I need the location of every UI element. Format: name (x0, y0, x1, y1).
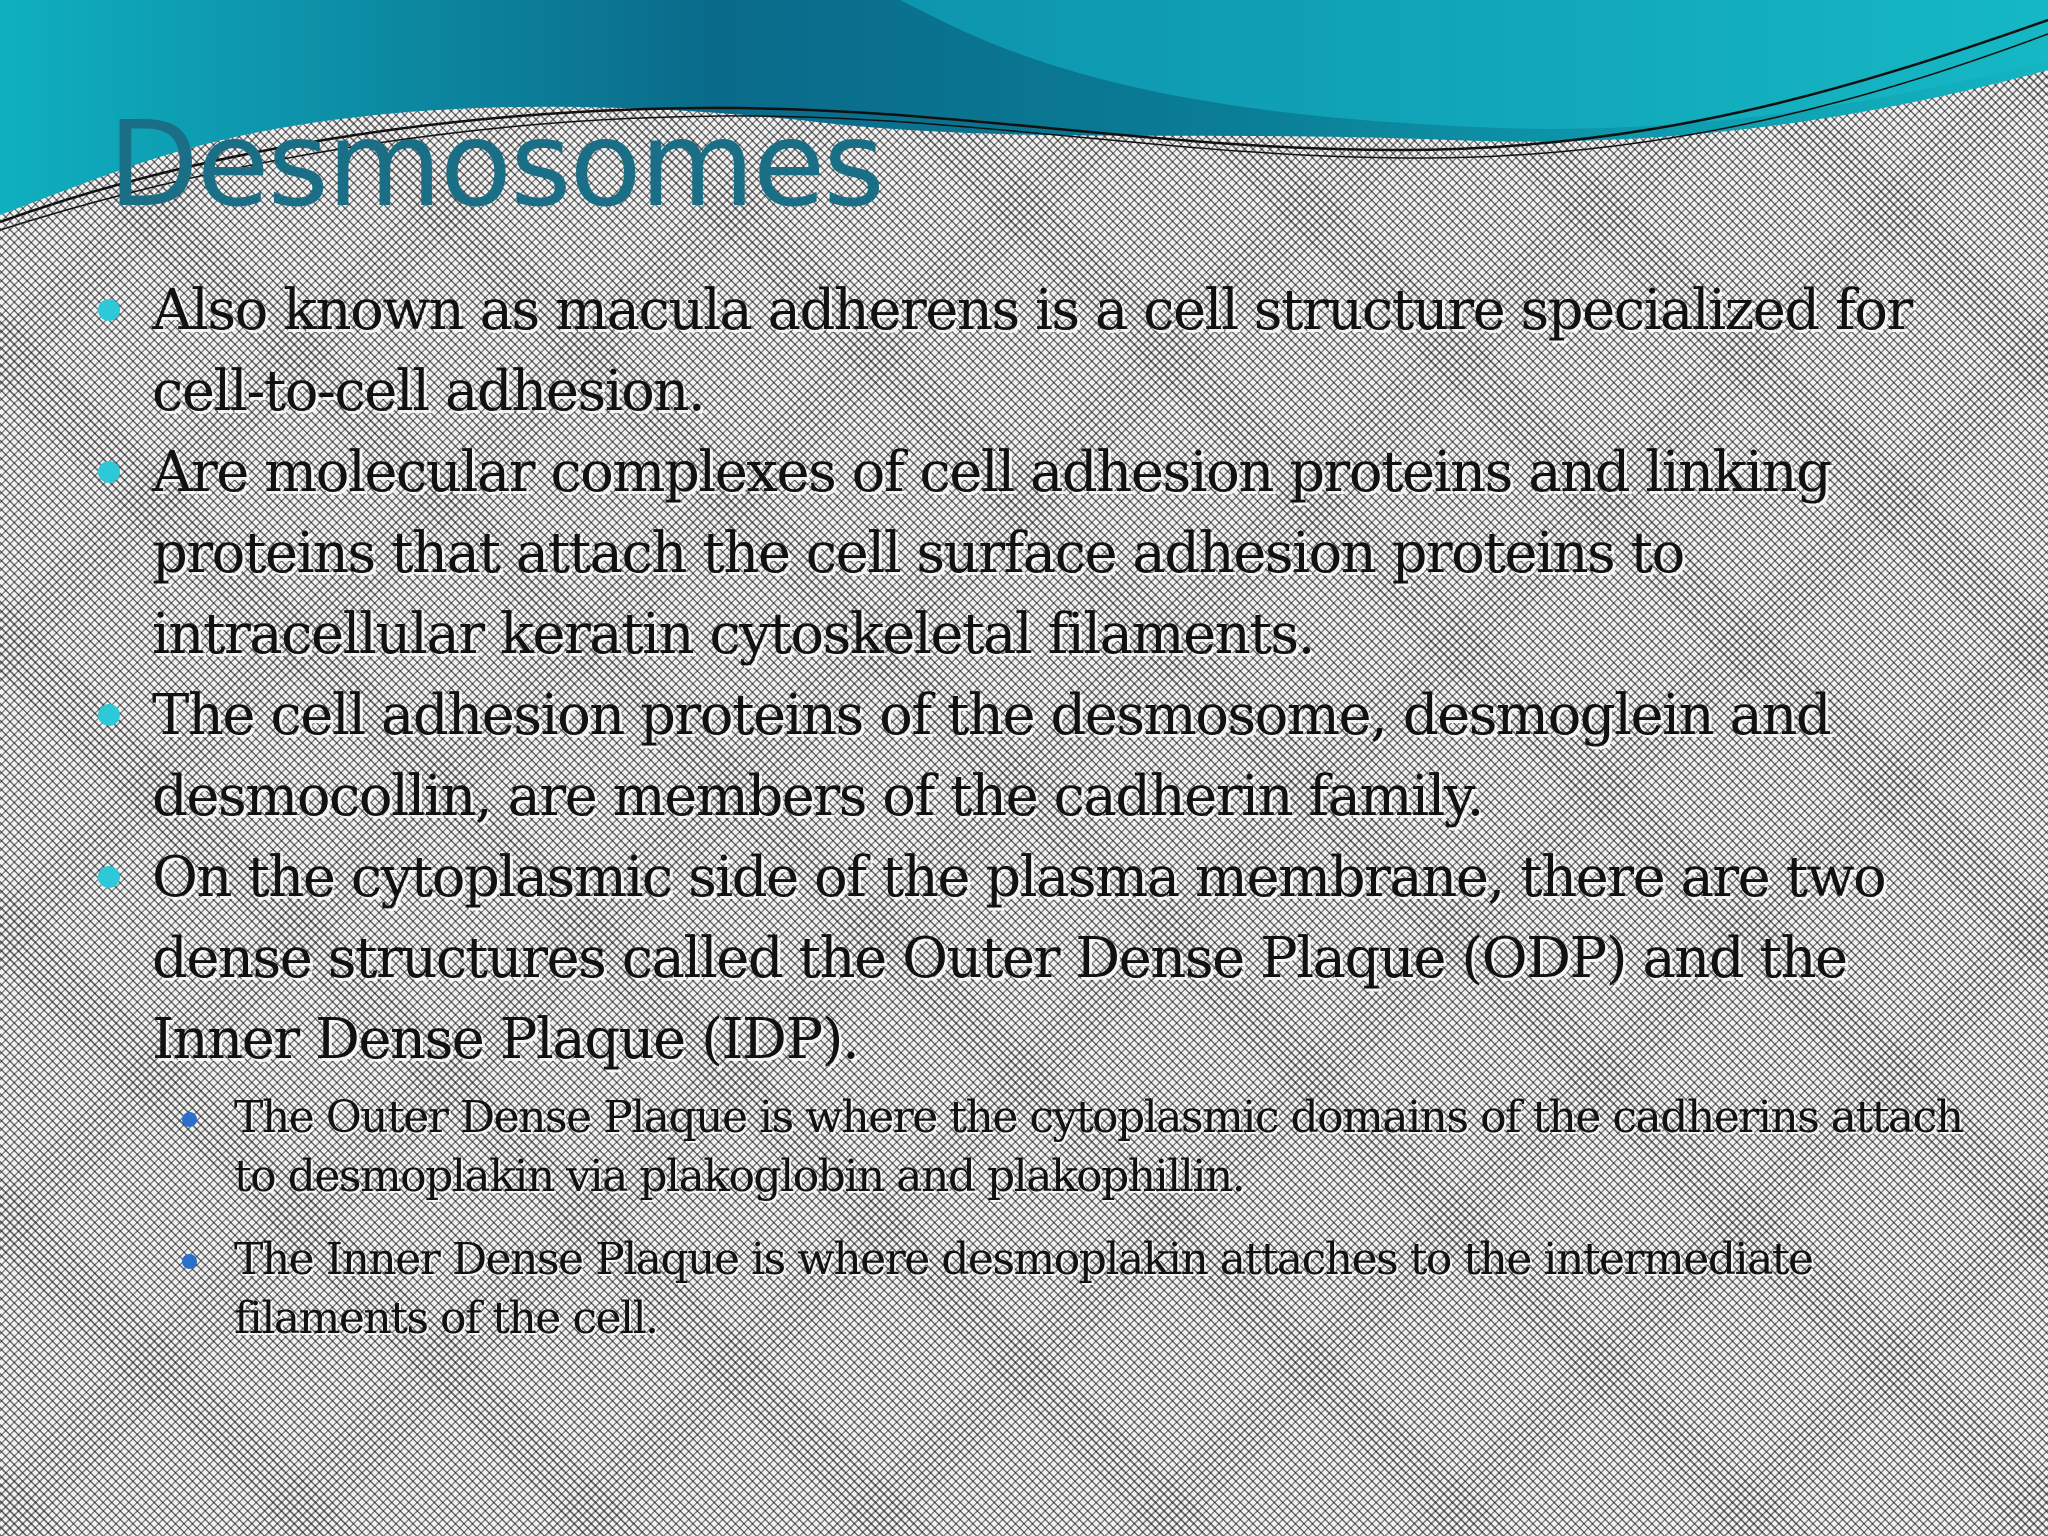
sub-bullet-text: The Outer Dense Plaque is where the cytoplasmic domains of the cadherins attach to desmoplakin via plakoglobin and plakophillin. (234, 1092, 1963, 1202)
bullet-dot-icon (98, 866, 120, 888)
bullet-item (96, 837, 1996, 1348)
bullet-text: Also known as macula adherens is a cell structure specialized for cell-to-cell adhesion. (152, 278, 1912, 424)
bullet-list (96, 270, 1996, 1372)
sub-bullet-list (152, 1088, 1996, 1348)
bullet-item (96, 675, 1996, 837)
slide-title: Desmosomes (108, 95, 883, 233)
sub-bullet-item (96, 1230, 1996, 1348)
bullet-item (96, 270, 1996, 432)
sub-bullet-text: The Inner Dense Plaque is where desmoplakin attaches to the intermediate filaments of the cell. (234, 1234, 1813, 1344)
sub-bullet-item (96, 1088, 1996, 1206)
bullet-dot-icon (98, 704, 120, 726)
bullet-dot-icon (98, 299, 120, 321)
bullet-text: The cell adhesion proteins of the desmosome, desmoglein and desmocollin, are members of the cadherin family. (152, 683, 1831, 829)
bullet-item (96, 432, 1996, 675)
bullet-text: Are molecular complexes of cell adhesion proteins and linking proteins that attach the cell surface adhesion proteins to intracellular keratin cytoskeletal filaments. (152, 440, 1831, 667)
sub-bullet-dot-icon (182, 1112, 197, 1127)
bullet-dot-icon (98, 461, 120, 483)
sub-bullet-dot-icon (182, 1254, 197, 1269)
bullet-text: On the cytoplasmic side of the plasma membrane, there are two dense structures called the Outer Dense Plaque (ODP) and the Inner Dense Plaque (IDP). (152, 845, 1886, 1072)
